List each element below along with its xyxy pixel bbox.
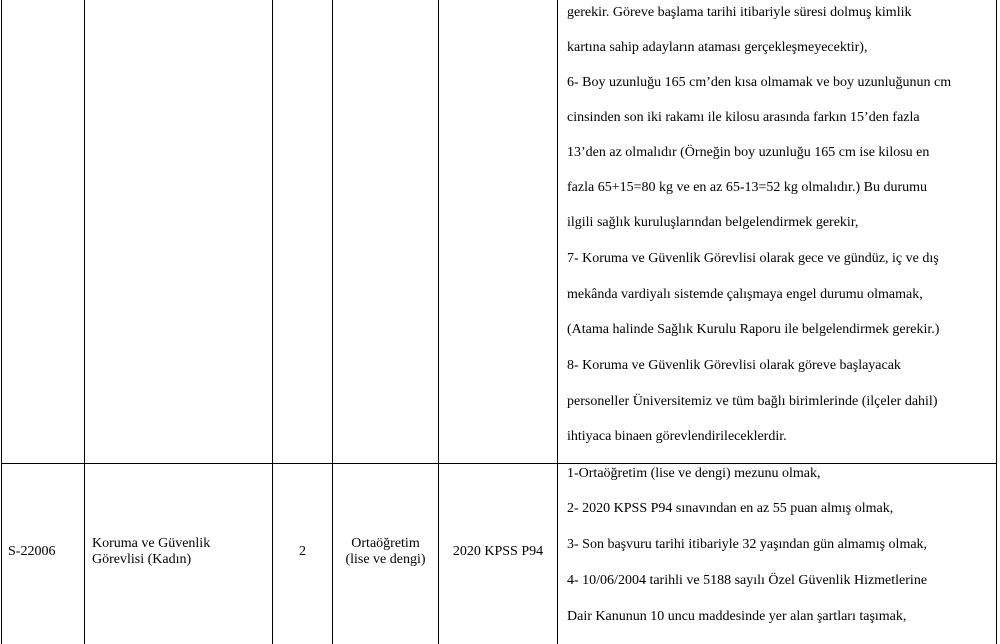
requirement-line: 13’den az olmalıdır (Örneğin boy uzunluğu 165 cm ise kilosu en (567, 145, 930, 160)
table-border-right (996, 0, 997, 644)
position-title (92, 536, 270, 568)
requirement-line: kartına sahip adayların ataması gerçekleşmeyecektir), (567, 40, 868, 55)
requirement-line: (Atama halinde Sağlık Kurulu Raporu ile belgelendirmek gerekir.) (567, 322, 940, 337)
requirement-line: personeller Üniversitemiz ve tüm bağlı birimlerinde (ilçeler dahil) (567, 394, 938, 409)
column-divider-1 (84, 0, 85, 644)
requirement-line: gerekir. Göreve başlama tarihi itibariyle süresi dolmuş kimlik (567, 5, 912, 20)
requirement-line: 4- 10/06/2004 tarihli ve 5188 sayılı Özel Güvenlik Hizmetlerine (567, 573, 928, 588)
requirement-line: mekânda vardiyalı sistemde çalışmaya engel durumu olmamak, (567, 287, 923, 302)
requirement-line: 2- 2020 KPSS P94 sınavından en az 55 puan almış olmak, (567, 501, 894, 516)
requirement-line: 8- Koruma ve Güvenlik Görevlisi olarak göreve başlayacak (567, 358, 901, 373)
requirement-line: fazla 65+15=80 kg ve en az 65-13=52 kg olmalıdır.) Bu durumu (567, 180, 928, 195)
requirement-line: 6- Boy uzunluğu 165 cm’den kısa olmamak ve boy uzunluğunun cm (567, 75, 952, 90)
education-line: (lise ve dengi) (345, 552, 426, 567)
requirement-line: 1-Ortaöğretim (lise ve dengi) mezunu olmak, (567, 466, 821, 481)
table-border-left (1, 0, 2, 644)
column-divider-5 (557, 0, 558, 644)
position-title-line: Koruma ve Güvenlik (92, 536, 211, 551)
requirement-line: ihtiyaca binaen görevlendirileceklerdir. (567, 429, 787, 444)
requirement-line: 3- Son başvuru tarihi itibariyle 32 yaşından gün almamış olmak, (567, 537, 928, 552)
requirement-line: ilgili sağlık kuruluşlarından belgelendirmek gerekir, (567, 215, 859, 230)
education-level (333, 536, 438, 568)
requirement-line: cinsinden son iki rakamı ile kilosu arasında farkın 15’den fazla (567, 110, 920, 125)
education-line: Ortaöğretim (351, 536, 420, 551)
position-title-line: Görevlisi (Kadın) (92, 552, 192, 567)
position-count: 2 (299, 544, 306, 559)
position-code: S-22006 (8, 544, 56, 559)
exam-type: 2020 KPSS P94 (452, 544, 544, 559)
row-divider (1, 463, 997, 464)
requirement-line: 7- Koruma ve Güvenlik Görevlisi olarak gece ve gündüz, iç ve dış (567, 251, 939, 266)
requirement-line: Dair Kanunun 10 uncu maddesinde yer alan şartları taşımak, (567, 609, 907, 624)
